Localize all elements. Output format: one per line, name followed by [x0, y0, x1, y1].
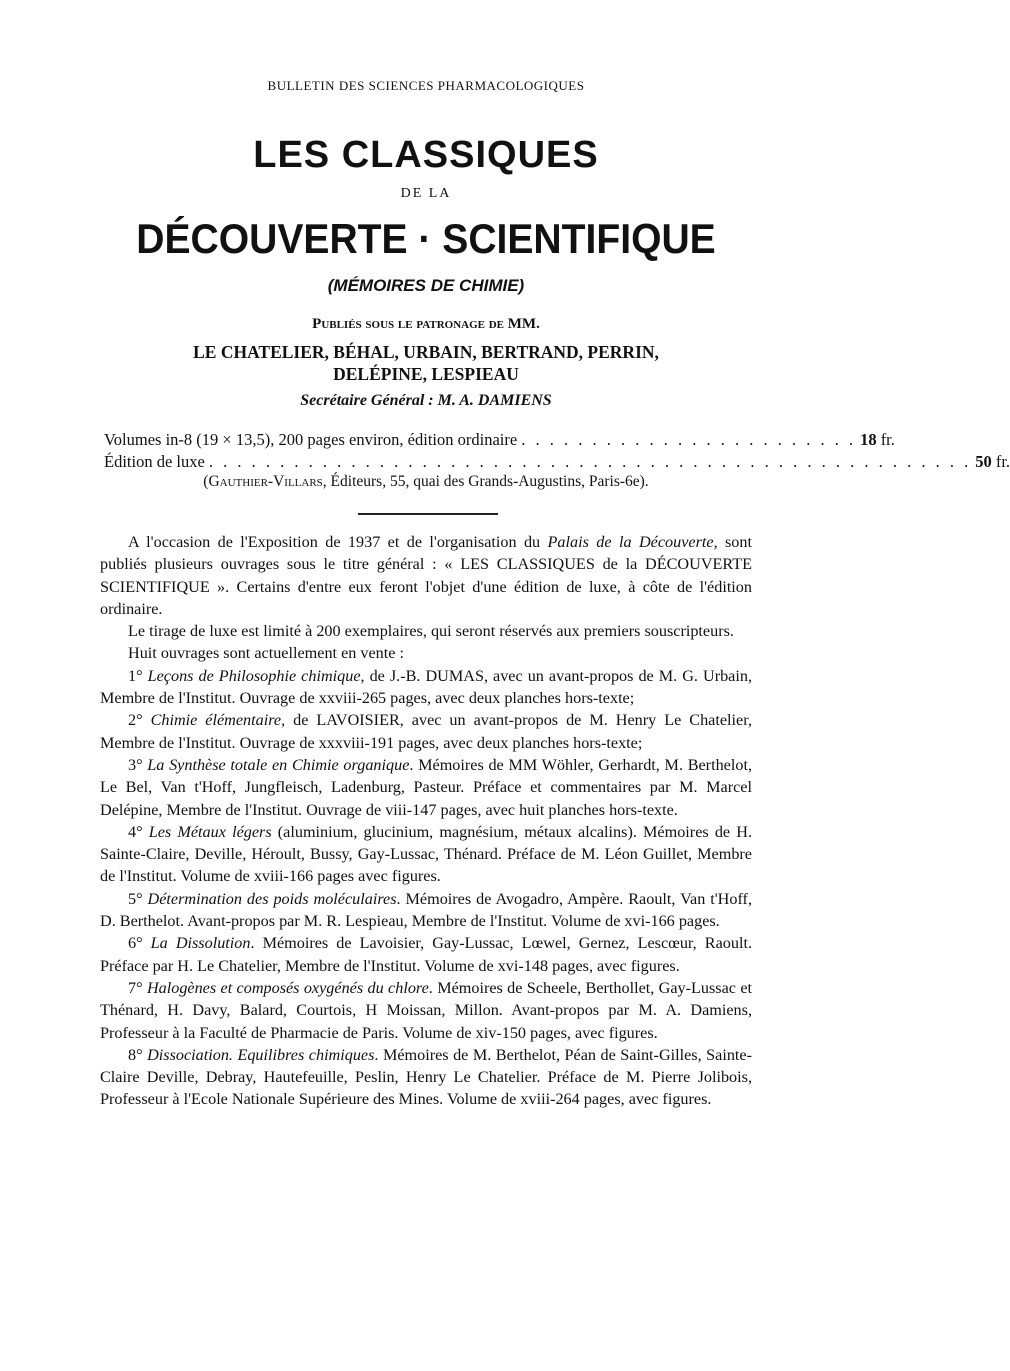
subtitle: (MÉMOIRES DE CHIMIE): [327, 276, 525, 295]
intro-paragraph: A l'occasion de l'Exposition de 1937 et de l'organisation du Palais de la Découverte, sont publiés plusieurs ouvrages sous le titre général : « LES CLASSIQUES de la DÉCOUVERTE SCIENTIFIQUE ». Certains d'entre eux feront l'objet d'une édition de luxe, à côte de l'édition ordinaire.: [100, 533, 752, 618]
price-row-ordinary: [104, 430, 895, 450]
work-item: 1° Leçons de Philosophie chimique, de J.-B. DUMAS, avec un avant-propos de M. G. Urbain, Membre de l'Institut. Ouvrage de xxviii-265 pages, avec deux planches hors-texte;: [100, 666, 752, 708]
intro-paragraph: Huit ouvrages sont actuellement en vente :: [128, 644, 405, 663]
work-item: 6° La Dissolution. Mémoires de Lavoisier, Gay-Lussac, Lœwel, Gernez, Lescœur, Raoult. Préface par H. Le Chatelier, Membre de l'Institut. Volume de xvi-148 pages, avec figures.: [100, 934, 752, 975]
price-label: Volumes in-8 (19 × 13,5), 200 pages environ, édition ordinaire: [104, 430, 518, 449]
work-item: 2° Chimie élémentaire, de LAVOISIER, avec un avant-propos de M. Henry Le Chatelier, Membre de l'Institut. Ouvrage de xxxviii-191 pages, avec deux planches hors-texte;: [100, 711, 752, 752]
work-item: 5° Détermination des poids moléculaires. Mémoires de Avogadro, Ampère. Raoult, Van t'Hoff, D. Berthelot. Avant-propos par M. R. Lespieau, Membre de l'Institut. Volume de xvi-166 pages.: [100, 889, 752, 931]
title-de-la: DE LA: [400, 186, 452, 201]
work-item: 8° Dissociation. Equilibres chimiques. Mémoires de M. Berthelot, Péan de Saint-Gilles, Sainte-Claire Deville, Debray, Hautefeuille, Peslin, Henry Le Chatelier. Préface de M. Pierre Jolibois, Professeur à l'Ecole Nationale Supérieure des Mines. Volume de xviii-264 pages, avec figures.: [100, 1045, 752, 1109]
title-line-2: DÉCOUVERTE · SCIENTIFIQUE: [136, 215, 716, 262]
leader-dots: . . . . . . . . . . . . . . . . . . . . . . . .: [521, 430, 857, 449]
announcement-body: [100, 531, 752, 1111]
price-value: 18: [860, 430, 877, 449]
intro-paragraph: Le tirage de luxe est limité à 200 exemplaires, qui seront réservés aux premiers souscripteurs.: [128, 622, 734, 641]
work-item: 4° Les Métaux légers (aluminium, glucinium, magnésium, métaux alcalins). Mémoires de H. Sainte-Claire, Deville, Héroult, Bussy, Gay-Lussac, Thénard. Préface de M. Léon Guillet, Membre de l'Institut. Volume de xviii-166 pages avec figures.: [100, 822, 752, 886]
patrons-line-2: DELÉPINE, LESPIEAU: [333, 364, 519, 384]
work-item: 7° Halogènes et composés oxygénés du chlore. Mémoires de Scheele, Berthollet, Gay-Lussac et Thénard, H. Davy, Balard, Courtois, H Moissan, Millon. Avant-propos par M. A. Damiens, Professeur à la Faculté de Pharmacie de Paris. Volume de xiv-150 pages, avec figures.: [100, 978, 752, 1042]
price-value: 50: [975, 452, 992, 471]
secretary-line: Secrétaire Général : M. A. DAMIENS: [300, 392, 552, 409]
running-head: BULLETIN DES SCIENCES PHARMACOLOGIQUES: [267, 78, 585, 93]
patrons-list: [100, 341, 752, 385]
price-currency: fr.: [880, 430, 895, 449]
work-item: 3° La Synthèse totale en Chimie organique. Mémoires de MM Wöhler, Gerhardt, M. Berthelot, Le Bel, Van t'Hoff, Jungfleisch, Ladenburg, Pasteur. Préface et commentaires par M. Marcel Delépine, Membre de l'Institut. Ouvrage de viii-147 pages, avec huit planches hors-texte.: [100, 755, 752, 819]
patrons-line-1: LE CHATELIER, BÉHAL, URBAIN, BERTRAND, PERRIN,: [193, 342, 659, 362]
publisher-name: Gauthier-Villars: [208, 473, 323, 490]
patronage-line: Publiés sous le patronage de MM.: [312, 316, 540, 332]
divider-rule: [358, 513, 498, 515]
price-currency: fr.: [995, 452, 1010, 471]
publisher-address: , Éditeurs, 55, quai des Grands-Augustins, Paris-6e).: [322, 473, 649, 490]
publisher-line: (Gauthier-Villars, Éditeurs, 55, quai des Grands-Augustins, Paris-6e).: [203, 473, 649, 490]
price-row-luxe: [104, 452, 1010, 472]
title-line-1: LES CLASSIQUES: [253, 134, 599, 176]
price-label: Édition de luxe: [104, 452, 205, 471]
leader-dots: . . . . . . . . . . . . . . . . . . . . . . . . . . . . . . . . . . . . . . . . . . . . . . . . . . . . . .: [208, 452, 972, 471]
